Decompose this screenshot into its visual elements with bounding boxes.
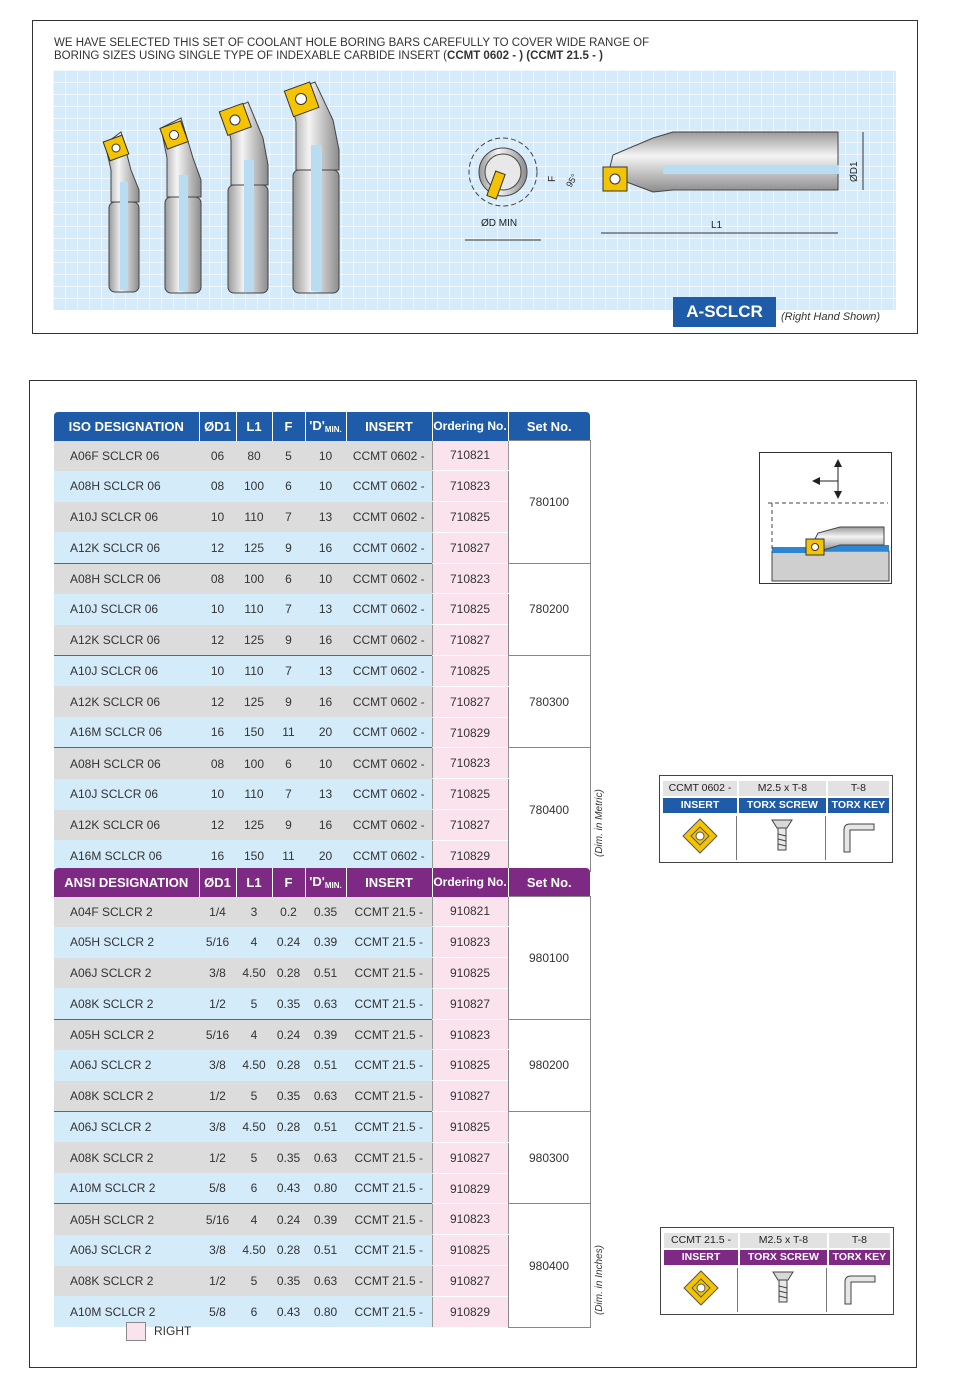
boring-bar-large <box>284 82 339 293</box>
f-header: F <box>272 868 305 897</box>
set-no-cell: 980200 <box>508 1019 590 1111</box>
insert-cell: CCMT 21.5 - <box>346 927 432 958</box>
insert-cell: CCMT 0602 - <box>346 594 432 625</box>
l1-cell: 110 <box>236 656 272 687</box>
d-min-cell: 16 <box>305 810 346 841</box>
insert-cell: CCMT 0602 - <box>346 625 432 656</box>
d-min-cell: 20 <box>305 717 346 748</box>
ansi-designation-table <box>54 868 591 1328</box>
torx-screw-label: TORX SCREW <box>740 1250 827 1265</box>
ordering-no-cell: 910821 <box>432 897 508 927</box>
f-cell: 6 <box>272 471 305 502</box>
table-row <box>54 1019 590 1050</box>
ordering-no-cell: 910823 <box>432 1019 508 1050</box>
boring-application-illustration <box>760 453 891 583</box>
ordering-legend-swatch <box>126 1322 146 1341</box>
application-figure <box>759 452 892 584</box>
l1-label: L1 <box>711 220 723 231</box>
d1-cell: 1/2 <box>199 988 236 1019</box>
d-min-label: ØD MIN <box>481 218 518 229</box>
insert-cell: CCMT 21.5 - <box>346 1204 432 1235</box>
right-hand-note: (Right Hand Shown) <box>781 311 881 323</box>
d1-cell: 3/8 <box>199 1050 236 1081</box>
designation-cell: A10J SCLCR 06 <box>54 656 199 687</box>
d1-label: ØD1 <box>849 161 860 182</box>
set-no-cell: 780400 <box>508 748 590 871</box>
d1-cell: 16 <box>199 840 236 871</box>
ordering-no-cell: 710827 <box>432 810 508 841</box>
f-cell: 6 <box>272 748 305 779</box>
d1-cell: 1/4 <box>199 897 236 927</box>
designation-cell: A05H SCLCR 2 <box>54 1019 199 1050</box>
d-min-cell: 10 <box>305 471 346 502</box>
d-min-cell: 0.63 <box>305 988 346 1019</box>
d1-cell: 10 <box>199 779 236 810</box>
designation-cell: A08K SCLCR 2 <box>54 988 199 1019</box>
insert-cell: CCMT 21.5 - <box>346 958 432 989</box>
ansi-designation-header: ANSI DESIGNATION <box>54 868 199 897</box>
table-row <box>54 441 590 471</box>
l1-cell: 100 <box>236 471 272 502</box>
designation-cell: A12K SCLCR 06 <box>54 686 199 717</box>
d1-cell: 10 <box>199 656 236 687</box>
d1-cell: 12 <box>199 625 236 656</box>
side-view <box>547 132 863 233</box>
intro-text <box>54 37 649 63</box>
torx-key-label: TORX KEY <box>828 798 889 813</box>
table-row <box>54 1112 590 1143</box>
d-min-cell: 0.51 <box>305 1050 346 1081</box>
d1-cell: 3/8 <box>199 958 236 989</box>
l1-cell: 80 <box>236 441 272 471</box>
d-min-cell: 0.63 <box>305 1266 346 1297</box>
f-cell: 0.24 <box>272 927 305 958</box>
d1-cell: 08 <box>199 748 236 779</box>
boring-bar-diagram <box>53 70 896 310</box>
d-min-cell: 20 <box>305 840 346 871</box>
d1-cell: 5/16 <box>199 1019 236 1050</box>
insert-cell: CCMT 0602 - <box>346 441 432 471</box>
d1-cell: 5/8 <box>199 1296 236 1327</box>
ordering-no-cell: 910825 <box>432 1050 508 1081</box>
table-row <box>54 1204 590 1235</box>
l1-cell: 4.50 <box>236 1112 272 1143</box>
ordering-no-cell: 910825 <box>432 1112 508 1143</box>
intro-line-2: BORING SIZES USING SINGLE TYPE OF INDEXABLE CARBIDE INSERT (CCMT 0602 - ) (CCMT 21.5 - ) <box>54 50 603 62</box>
f-cell: 0.2 <box>272 897 305 927</box>
l1-cell: 150 <box>236 840 272 871</box>
d1-cell: 08 <box>199 471 236 502</box>
accessory-icons-row <box>663 816 889 860</box>
set-no-cell: 980400 <box>508 1204 590 1327</box>
f-cell: 0.35 <box>272 988 305 1019</box>
designation-cell: A12K SCLCR 06 <box>54 532 199 563</box>
f-cell: 0.43 <box>272 1173 305 1204</box>
d-min-cell: 0.51 <box>305 958 346 989</box>
iso-designation-table <box>54 412 591 872</box>
insert-cell: CCMT 21.5 - <box>346 1266 432 1297</box>
l1-cell: 4 <box>236 1204 272 1235</box>
d-min-cell: 10 <box>305 563 346 594</box>
designation-cell: A06J SCLCR 2 <box>54 958 199 989</box>
d1-cell: 12 <box>199 686 236 717</box>
designation-cell: A06J SCLCR 2 <box>54 1112 199 1143</box>
f-cell: 0.24 <box>272 1019 305 1050</box>
l1-cell: 125 <box>236 532 272 563</box>
ordering-no-cell: 710829 <box>432 717 508 748</box>
insert-cell: CCMT 0602 - <box>346 471 432 502</box>
specification-panel <box>29 380 917 1368</box>
end-view <box>465 138 541 240</box>
designation-cell: A06F SCLCR 06 <box>54 441 199 471</box>
d-min-cell: 16 <box>305 686 346 717</box>
torx-key-icon <box>829 1268 890 1312</box>
f-cell: 0.35 <box>272 1081 305 1112</box>
d-min-cell: 0.51 <box>305 1235 346 1266</box>
designation-cell: A12K SCLCR 06 <box>54 810 199 841</box>
d-min-cell: 0.51 <box>305 1112 346 1143</box>
f-cell: 7 <box>272 502 305 533</box>
set-no-header: Set No. <box>508 412 590 441</box>
l1-cell: 6 <box>236 1173 272 1204</box>
d1-cell: 10 <box>199 502 236 533</box>
set-no-cell: 980100 <box>508 897 590 1020</box>
insert-cell: CCMT 21.5 - <box>346 897 432 927</box>
l1-header: L1 <box>236 868 272 897</box>
insert-cell: CCMT 0602 - <box>346 810 432 841</box>
designation-cell: A08K SCLCR 2 <box>54 1081 199 1112</box>
l1-cell: 4 <box>236 1019 272 1050</box>
insert-cell: CCMT 0602 - <box>346 779 432 810</box>
d1-cell: 5/8 <box>199 1173 236 1204</box>
f-cell: 0.28 <box>272 1235 305 1266</box>
ordering-no-cell: 710825 <box>432 594 508 625</box>
d-min-cell: 10 <box>305 748 346 779</box>
l1-cell: 5 <box>236 1266 272 1297</box>
d-min-cell: 13 <box>305 502 346 533</box>
f-cell: 5 <box>272 441 305 471</box>
ordering-no-cell: 910823 <box>432 1204 508 1235</box>
l1-cell: 6 <box>236 1296 272 1327</box>
insert-cell: CCMT 0602 - <box>346 656 432 687</box>
designation-cell: A05H SCLCR 2 <box>54 1204 199 1235</box>
ordering-no-header: Ordering No. <box>432 412 508 441</box>
l1-cell: 5 <box>236 988 272 1019</box>
ordering-no-cell: 910825 <box>432 958 508 989</box>
product-overview-panel <box>32 20 918 334</box>
designation-cell: A10J SCLCR 06 <box>54 779 199 810</box>
d-min-cell: 16 <box>305 532 346 563</box>
insert-cell: CCMT 21.5 - <box>346 1296 432 1327</box>
f-cell: 6 <box>272 563 305 594</box>
insert-cell: CCMT 21.5 - <box>346 1081 432 1112</box>
designation-cell: A10J SCLCR 06 <box>54 502 199 533</box>
ordering-no-cell: 910827 <box>432 1081 508 1112</box>
designation-cell: A08K SCLCR 2 <box>54 1142 199 1173</box>
ordering-no-cell: 710825 <box>432 656 508 687</box>
ordering-no-cell: 910827 <box>432 1266 508 1297</box>
d1-cell: 1/2 <box>199 1081 236 1112</box>
l1-cell: 125 <box>236 686 272 717</box>
insert-cell: CCMT 21.5 - <box>346 1173 432 1204</box>
d-min-cell: 0.63 <box>305 1081 346 1112</box>
designation-cell: A04F SCLCR 2 <box>54 897 199 927</box>
f-cell: 0.28 <box>272 1050 305 1081</box>
l1-cell: 110 <box>236 594 272 625</box>
f-cell: 9 <box>272 686 305 717</box>
designation-cell: A08H SCLCR 06 <box>54 471 199 502</box>
d1-cell: 3/8 <box>199 1235 236 1266</box>
l1-header: L1 <box>236 412 272 441</box>
ordering-no-cell: 710821 <box>432 441 508 471</box>
insert-cell: CCMT 21.5 - <box>346 1019 432 1050</box>
boring-bar-small <box>103 132 139 292</box>
designation-cell: A16M SCLCR 06 <box>54 840 199 871</box>
d-min-cell: 0.35 <box>305 897 346 927</box>
table-row <box>54 656 590 687</box>
d1-cell: 12 <box>199 810 236 841</box>
d-min-cell: 13 <box>305 779 346 810</box>
ansi-header-row <box>54 868 590 897</box>
d1-header: ØD1 <box>199 868 236 897</box>
ansi-accessories-box <box>660 1227 894 1315</box>
d-min-cell: 0.80 <box>305 1296 346 1327</box>
l1-cell: 5 <box>236 1081 272 1112</box>
accessory-values-row <box>663 781 889 796</box>
d1-cell: 06 <box>199 441 236 471</box>
d1-cell: 3/8 <box>199 1112 236 1143</box>
f-cell: 0.24 <box>272 1204 305 1235</box>
insert-cell: CCMT 0602 - <box>346 532 432 563</box>
insert-header: INSERT <box>346 412 432 441</box>
ordering-no-cell: 910829 <box>432 1173 508 1204</box>
designation-cell: A05H SCLCR 2 <box>54 927 199 958</box>
f-cell: 0.35 <box>272 1142 305 1173</box>
insert-cell: CCMT 0602 - <box>346 686 432 717</box>
insert-code: CCMT 21.5 - <box>664 1233 738 1248</box>
angle-label: 95° <box>564 172 580 189</box>
d1-cell: 08 <box>199 563 236 594</box>
designation-cell: A08K SCLCR 2 <box>54 1266 199 1297</box>
f-cell: 11 <box>272 840 305 871</box>
torx-screw-icon <box>739 816 826 860</box>
designation-cell: A10J SCLCR 06 <box>54 594 199 625</box>
d-min-cell: 10 <box>305 441 346 471</box>
l1-cell: 4.50 <box>236 1050 272 1081</box>
boring-bar-illustration <box>53 70 896 310</box>
insert-cell: CCMT 0602 - <box>346 502 432 533</box>
d1-cell: 1/2 <box>199 1142 236 1173</box>
inches-note: (Dim. in Inches) <box>594 1244 605 1315</box>
metric-note: (Dim. in Metric) <box>594 789 605 857</box>
d1-cell: 16 <box>199 717 236 748</box>
insert-cell: CCMT 21.5 - <box>346 1142 432 1173</box>
intro-line-1: WE HAVE SELECTED THIS SET OF COOLANT HOLE BORING BARS CAREFULLY TO COVER WIDE RANGE OF <box>54 37 650 49</box>
f-cell: 11 <box>272 717 305 748</box>
f-header: F <box>272 412 305 441</box>
d1-cell: 12 <box>199 532 236 563</box>
f-cell: 0.35 <box>272 1266 305 1297</box>
ordering-no-cell: 710823 <box>432 563 508 594</box>
designation-cell: A10M SCLCR 2 <box>54 1173 199 1204</box>
iso-designation-header: ISO DESIGNATION <box>54 412 199 441</box>
f-cell: 7 <box>272 656 305 687</box>
model-badge: A-SCLCR <box>673 297 776 327</box>
d-min-cell: 0.39 <box>305 927 346 958</box>
f-cell: 7 <box>272 594 305 625</box>
screw-code: M2.5 x T-8 <box>739 781 826 796</box>
d1-cell: 5/16 <box>199 927 236 958</box>
d-min-cell: 13 <box>305 594 346 625</box>
ordering-no-cell: 710827 <box>432 532 508 563</box>
key-code: T-8 <box>829 1233 890 1248</box>
set-no-cell: 780300 <box>508 656 590 748</box>
f-cell: 7 <box>272 779 305 810</box>
l1-cell: 3 <box>236 897 272 927</box>
f-label: F <box>547 175 558 182</box>
d1-cell: 1/2 <box>199 1266 236 1297</box>
d1-cell: 5/16 <box>199 1204 236 1235</box>
insert-cell: CCMT 21.5 - <box>346 1235 432 1266</box>
torx-key-icon <box>828 816 889 860</box>
designation-cell: A16M SCLCR 06 <box>54 717 199 748</box>
insert-header: INSERT <box>346 868 432 897</box>
set-no-cell: 780100 <box>508 441 590 564</box>
set-no-cell: 980300 <box>508 1112 590 1204</box>
torx-key-label: TORX KEY <box>829 1250 890 1265</box>
d-min-header: '$D'_{MIN.}$ <box>305 412 346 441</box>
insert-cell: CCMT 21.5 - <box>346 988 432 1019</box>
boring-bar-medium-2 <box>219 102 268 293</box>
f-cell: 9 <box>272 625 305 656</box>
table-row <box>54 748 590 779</box>
ordering-no-cell: 710823 <box>432 471 508 502</box>
ordering-no-cell: 710827 <box>432 625 508 656</box>
screw-code: M2.5 x T-8 <box>740 1233 827 1248</box>
insert-cell: CCMT 0602 - <box>346 563 432 594</box>
ordering-no-cell: 910825 <box>432 1235 508 1266</box>
ordering-no-cell: 710827 <box>432 686 508 717</box>
l1-cell: 110 <box>236 779 272 810</box>
set-no-header: Set No. <box>508 868 590 897</box>
l1-cell: 100 <box>236 748 272 779</box>
insert-icon <box>663 816 737 860</box>
l1-cell: 4.50 <box>236 958 272 989</box>
designation-cell: A06J SCLCR 2 <box>54 1050 199 1081</box>
d1-cell: 10 <box>199 594 236 625</box>
table-row <box>54 897 590 927</box>
ordering-no-cell: 710825 <box>432 779 508 810</box>
accessory-labels-row <box>664 1250 890 1265</box>
f-cell: 9 <box>272 532 305 563</box>
insert-code: CCMT 0602 - <box>663 781 737 796</box>
ordering-no-cell: 710823 <box>432 748 508 779</box>
ordering-legend-label: RIGHT <box>154 1324 192 1338</box>
l1-cell: 4.50 <box>236 1235 272 1266</box>
insert-label: INSERT <box>664 1250 738 1265</box>
ordering-no-cell: 910827 <box>432 1142 508 1173</box>
ordering-no-cell: 910827 <box>432 988 508 1019</box>
d-min-cell: 0.39 <box>305 1019 346 1050</box>
insert-label: INSERT <box>663 798 737 813</box>
key-code: T-8 <box>828 781 889 796</box>
f-cell: 0.28 <box>272 1112 305 1143</box>
insert-cell: CCMT 21.5 - <box>346 1112 432 1143</box>
ordering-no-cell: 910829 <box>432 1296 508 1327</box>
d-min-header: '$D'_{MIN.}$ <box>305 868 346 897</box>
designation-cell: A06J SCLCR 2 <box>54 1235 199 1266</box>
d1-header: ØD1 <box>199 412 236 441</box>
insert-icon <box>664 1268 738 1312</box>
ordering-no-header: Ordering No. <box>432 868 508 897</box>
d-min-cell: 0.63 <box>305 1142 346 1173</box>
f-cell: 0.43 <box>272 1296 305 1327</box>
d-min-cell: 16 <box>305 625 346 656</box>
designation-cell: A08H SCLCR 06 <box>54 748 199 779</box>
ordering-no-cell: 710825 <box>432 502 508 533</box>
ordering-no-cell: 710829 <box>432 840 508 871</box>
boring-bar-medium-1 <box>160 118 201 293</box>
d-min-cell: 0.80 <box>305 1173 346 1204</box>
accessory-values-row <box>664 1233 890 1248</box>
ordering-no-cell: 910823 <box>432 927 508 958</box>
f-cell: 0.28 <box>272 958 305 989</box>
designation-cell: A08H SCLCR 06 <box>54 563 199 594</box>
insert-cell: CCMT 0602 - <box>346 840 432 871</box>
iso-header-row <box>54 412 590 441</box>
torx-screw-icon <box>740 1268 827 1312</box>
f-cell: 9 <box>272 810 305 841</box>
insert-cell: CCMT 0602 - <box>346 748 432 779</box>
iso-accessories-box <box>659 775 893 863</box>
table-row <box>54 563 590 594</box>
l1-cell: 5 <box>236 1142 272 1173</box>
l1-cell: 125 <box>236 810 272 841</box>
accessory-icons-row <box>664 1268 890 1312</box>
designation-cell: A10M SCLCR 2 <box>54 1296 199 1327</box>
insert-cell: CCMT 21.5 - <box>346 1050 432 1081</box>
accessory-labels-row <box>663 798 889 813</box>
d-min-cell: 13 <box>305 656 346 687</box>
designation-cell: A12K SCLCR 06 <box>54 625 199 656</box>
d-min-cell: 0.39 <box>305 1204 346 1235</box>
l1-cell: 110 <box>236 502 272 533</box>
l1-cell: 4 <box>236 927 272 958</box>
torx-screw-label: TORX SCREW <box>739 798 826 813</box>
set-no-cell: 780200 <box>508 563 590 655</box>
l1-cell: 100 <box>236 563 272 594</box>
insert-cell: CCMT 0602 - <box>346 717 432 748</box>
l1-cell: 125 <box>236 625 272 656</box>
l1-cell: 150 <box>236 717 272 748</box>
